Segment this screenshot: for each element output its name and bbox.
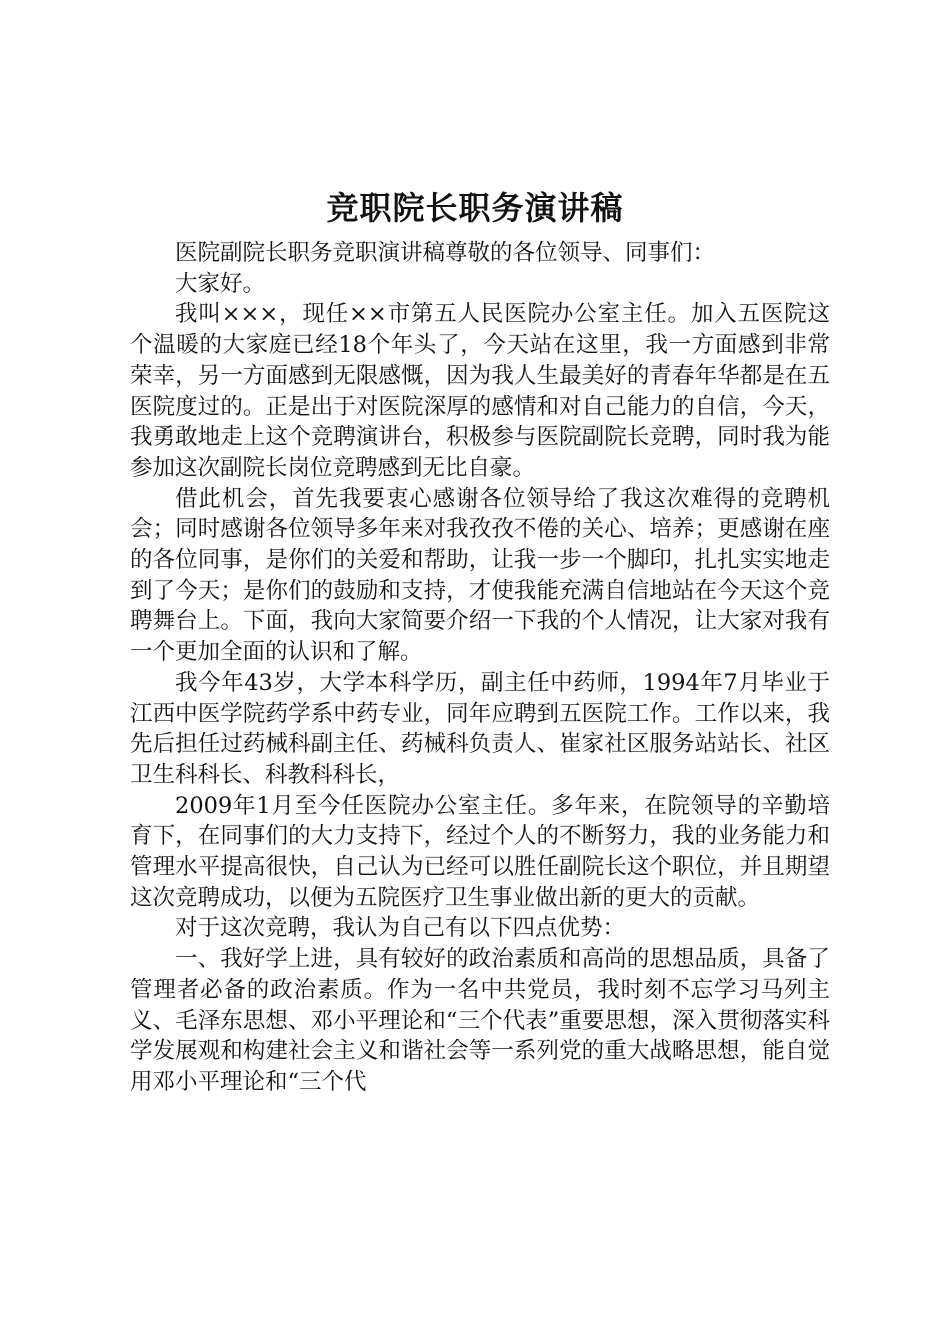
document-title: 竞职院长职务演讲稿 (326, 189, 624, 227)
paragraph-background: 我今年43岁，大学本科学历，副主任中药师，1994年7月毕业于江西中医学院药学系中药专业，同年应聘到五医院工作。工作以来，我先后担任过药械科副主任、药械科负责人、崔家社区服务站站长、社区卫生科科长、科教科科长， (130, 669, 830, 788)
paragraph-salutation: 医院副院长职务竞职演讲稿尊敬的各位领导、同事们： (175, 240, 716, 266)
paragraph-current-role: 2009年1月至今任医院办公室主任。多年来，在院领导的辛勤培育下，在同事们的大力支持下，经过个人的不断努力，我的业务能力和管理水平提高很快，自己认为已经可以胜任副院长这个职位，并且期望这次竞聘成功，以便为五院医疗卫生事业做出新的更大的贡献。 (130, 792, 830, 911)
paragraph-thanks: 借此机会，首先我要衷心感谢各位领导给了我这次难得的竞聘机会；同时感谢各位领导多年来对我孜孜不倦的关心、培养；更感谢在座的各位同事，是你们的关爱和帮助，让我一步一个脚印，扎扎实实地走到了今天；是你们的鼓励和支持，才使我能充满自信地站在今天这个竞聘舞台上。下面，我向大家简要介绍一下我的个人情况，让大家对我有一个更加全面的认识和了解。 (130, 485, 830, 666)
document-body (130, 238, 830, 1098)
paragraph-introduction: 我叫×××，现任××市第五人民医院办公室主任。加入五医院这个温暖的大家庭已经18个年头了，今天站在这里，我一方面感到非常荣幸，另一方面感到无限感慨，因为我人生最美好的青春年华都是在五医院度过的。正是出于对医院深厚的感情和对自己能力的自信，今天，我勇敢地走上这个竞聘演讲台，积极参与医院副院长竞聘，同时我为能参加这次副院长岗位竞聘感到无比自豪。 (130, 301, 830, 481)
paragraph-advantages-intro: 对于这次竞聘，我认为自己有以下四点优势： (175, 915, 626, 942)
paragraph-greeting: 大家好。 (175, 270, 266, 297)
paragraph-advantage-one: 一、我好学上进，具有较好的政治素质和高尚的思想品质，具备了管理者必备的政治素质。作为一名中共党员，我时刻不忘学习马列主义、毛泽东思想、邓小平理论和“三个代表”重要思想，深入贯彻落实科学发展观和构建社会主义和谐社会等一系列党的重大战略思想，能自觉用邓小平理论和“三个代 (130, 946, 830, 1095)
